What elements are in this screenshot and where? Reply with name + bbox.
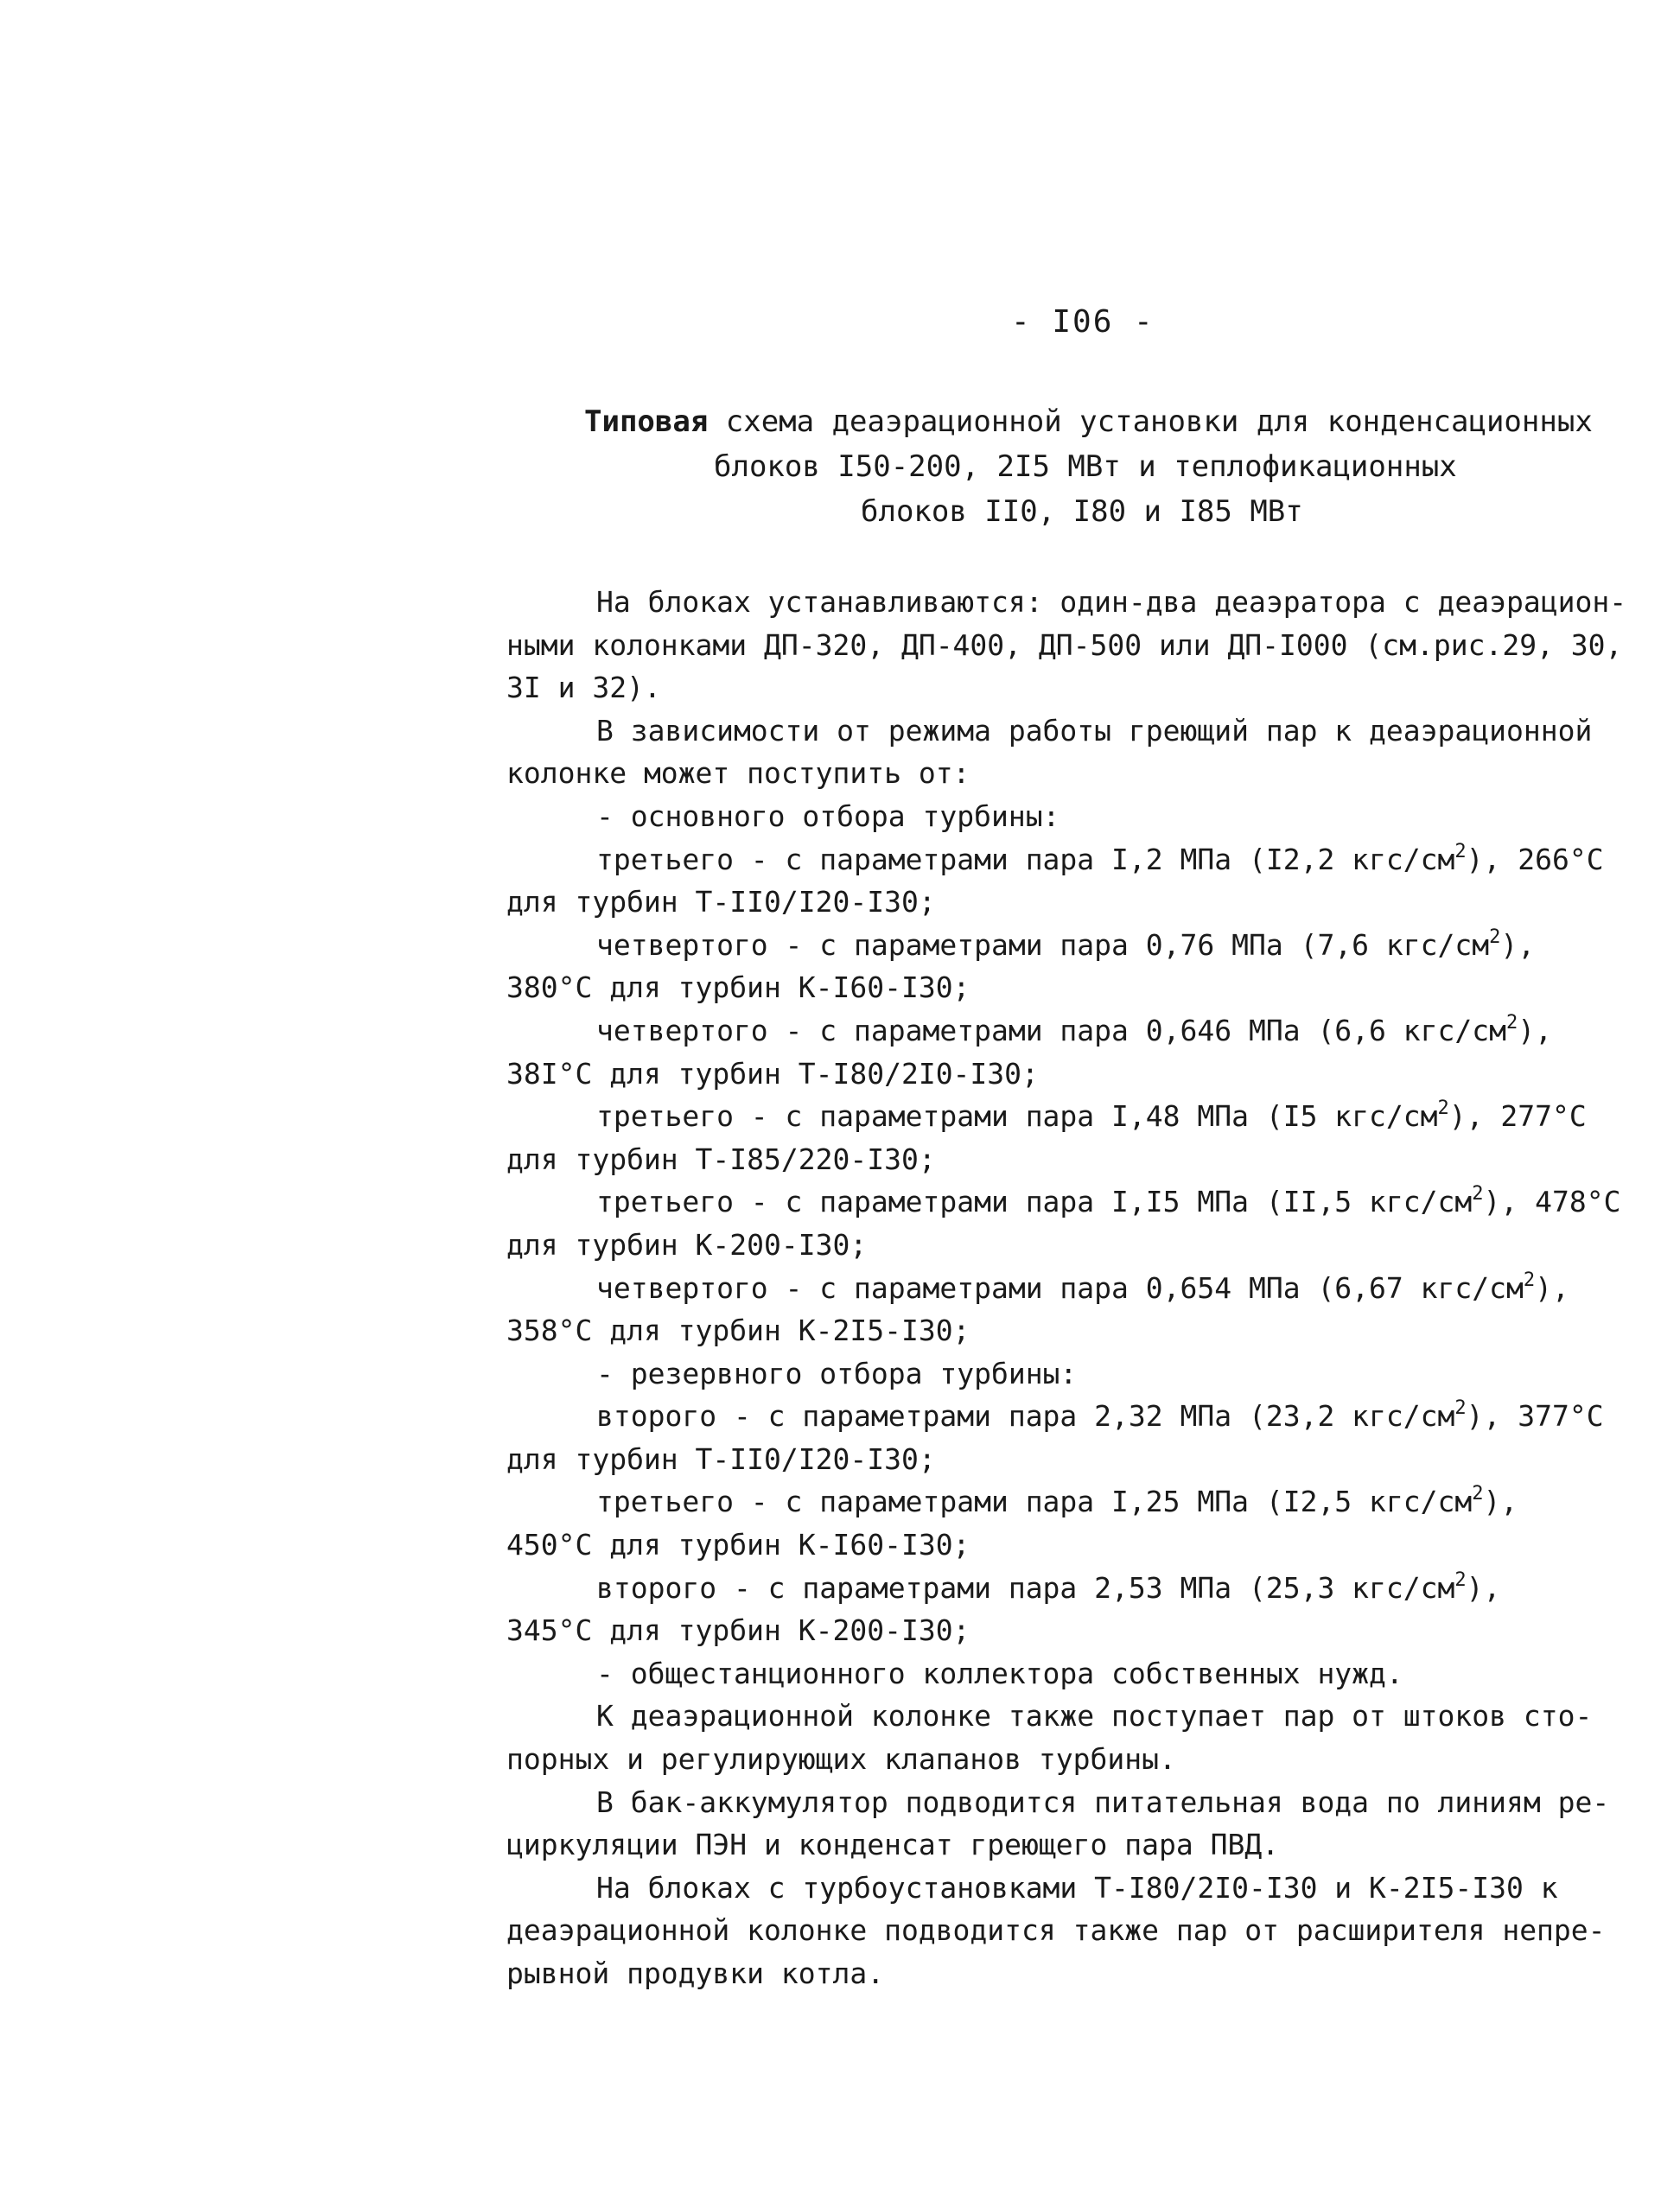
- text-segment: третьего - с параметрами пара I,25 МПа (I2,5 кгс/см: [596, 1485, 1473, 1519]
- text-segment: третьего - с параметрами пара I,48 МПа (I5 кгс/см: [596, 1099, 1438, 1134]
- text-line: - общестанционного коллектора собственных нужд.: [596, 1656, 1403, 1690]
- text-line: циркуляции ПЭН и конденсат греющего пара ПВД.: [506, 1828, 1280, 1862]
- title-line-1: [553, 399, 1625, 444]
- text-line: деаэрационной колонке подводится также пар от расширителя непре-: [506, 1913, 1606, 1948]
- superscript: 2: [1523, 1269, 1536, 1291]
- text-segment: ), 266°C: [1466, 842, 1604, 876]
- text-line: [506, 1480, 1630, 1524]
- superscript: 2: [1506, 1011, 1518, 1034]
- text-line: [506, 1567, 1630, 1610]
- text-line: [506, 1095, 1630, 1138]
- text-line: [506, 1395, 1630, 1438]
- text-line: [506, 1180, 1630, 1224]
- text-line: В зависимости от режима работы греющий пар к деаэрационной: [596, 713, 1593, 748]
- text-line: В бак-аккумулятор подводится питательная вода по линиям ре-: [596, 1785, 1610, 1819]
- text-segment: ),: [1500, 927, 1536, 962]
- text-line: 358°C для турбин К-2I5-I30;: [506, 1314, 970, 1348]
- text-segment: четвертого - с параметрами пара 0,646 МПа (6,6 кгс/см: [596, 1013, 1506, 1047]
- superscript: 2: [1489, 926, 1501, 948]
- text-line: 3I и 32).: [506, 671, 661, 705]
- title-line-2: блоков I50-200, 2I5 МВт и теплофикационных: [714, 449, 1457, 484]
- text-line: для турбин Т-II0/I20-I30;: [506, 1441, 936, 1476]
- text-segment: ),: [1466, 1570, 1501, 1605]
- text-segment: ),: [1483, 1485, 1518, 1519]
- superscript: 2: [1472, 1483, 1484, 1505]
- text-segment: четвертого - с параметрами пара 0,76 МПа (7,6 кгс/см: [596, 927, 1490, 962]
- text-segment: ), 377°C: [1466, 1399, 1604, 1434]
- text-line: - резервного отбора турбины:: [596, 1356, 1078, 1390]
- text-segment: ), 478°C: [1483, 1185, 1621, 1219]
- text-line: для турбин К-200-I30;: [506, 1227, 868, 1262]
- text-segment: третьего - с параметрами пара I,2 МПа (I2,2 кгс/см: [596, 842, 1455, 876]
- title-bold-word: Типовая: [584, 404, 709, 439]
- text-line: На блоках с турбоустановками Т-I80/2I0-I30 и К-2I5-I30 к: [596, 1870, 1558, 1905]
- text-line: колонке может поступить от:: [506, 756, 970, 791]
- text-segment: третьего - с параметрами пара I,I5 МПа (II,5 кгс/см: [596, 1185, 1473, 1219]
- superscript: 2: [1454, 1397, 1467, 1420]
- text-line: К деаэрационной колонке также поступает пар от штоков сто-: [596, 1699, 1593, 1734]
- superscript: 2: [1454, 840, 1467, 862]
- text-line: [506, 838, 1630, 881]
- text-line: [506, 1009, 1630, 1053]
- text-line: для турбин Т-I85/220-I30;: [506, 1142, 936, 1176]
- page-number: - I06 -: [1011, 304, 1155, 340]
- text-line: 450°C для турбин К-I60-I30;: [506, 1528, 970, 1562]
- document-title: [553, 399, 1625, 534]
- text-line: 380°C для турбин К-I60-I30;: [506, 970, 970, 1005]
- title-line-3: блоков II0, I80 и I85 МВт: [861, 494, 1303, 529]
- text-segment: четвертого - с параметрами пара 0,654 МПа (6,67 кгс/см: [596, 1270, 1524, 1305]
- text-segment: ), 277°C: [1448, 1099, 1587, 1134]
- text-line: рывной продувки котла.: [506, 1956, 885, 1990]
- superscript: 2: [1472, 1183, 1484, 1206]
- text-line: [506, 1267, 1630, 1310]
- text-line: [506, 924, 1630, 967]
- text-segment: второго - с параметрами пара 2,32 МПа (23,2 кгс/см: [596, 1399, 1455, 1434]
- text-line: для турбин Т-II0/I20-I30;: [506, 885, 936, 919]
- text-line: ными колонками ДП-320, ДП-400, ДП-500 или ДП-I000 (см.рис.29, 30,: [506, 627, 1623, 662]
- superscript: 2: [1437, 1098, 1449, 1120]
- text-line: порных и регулирующих клапанов турбины.: [506, 1742, 1176, 1777]
- title-line-1-rest: схема деаэрационной установки для конденсационных: [708, 404, 1593, 439]
- document-body: [506, 581, 1630, 1995]
- text-segment: второго - с параметрами пара 2,53 МПа (25,3 кгс/см: [596, 1570, 1455, 1605]
- text-line: - основного отбора турбины:: [596, 798, 1060, 833]
- text-line: На блоках устанавливаются: один-два деаэратора с деаэрацион-: [596, 585, 1627, 619]
- text-line: 38I°C для турбин Т-I80/2I0-I30;: [506, 1056, 1039, 1091]
- superscript: 2: [1454, 1568, 1467, 1591]
- text-line: 345°C для турбин К-200-I30;: [506, 1613, 970, 1648]
- text-segment: ),: [1518, 1013, 1552, 1047]
- text-segment: ),: [1535, 1270, 1569, 1305]
